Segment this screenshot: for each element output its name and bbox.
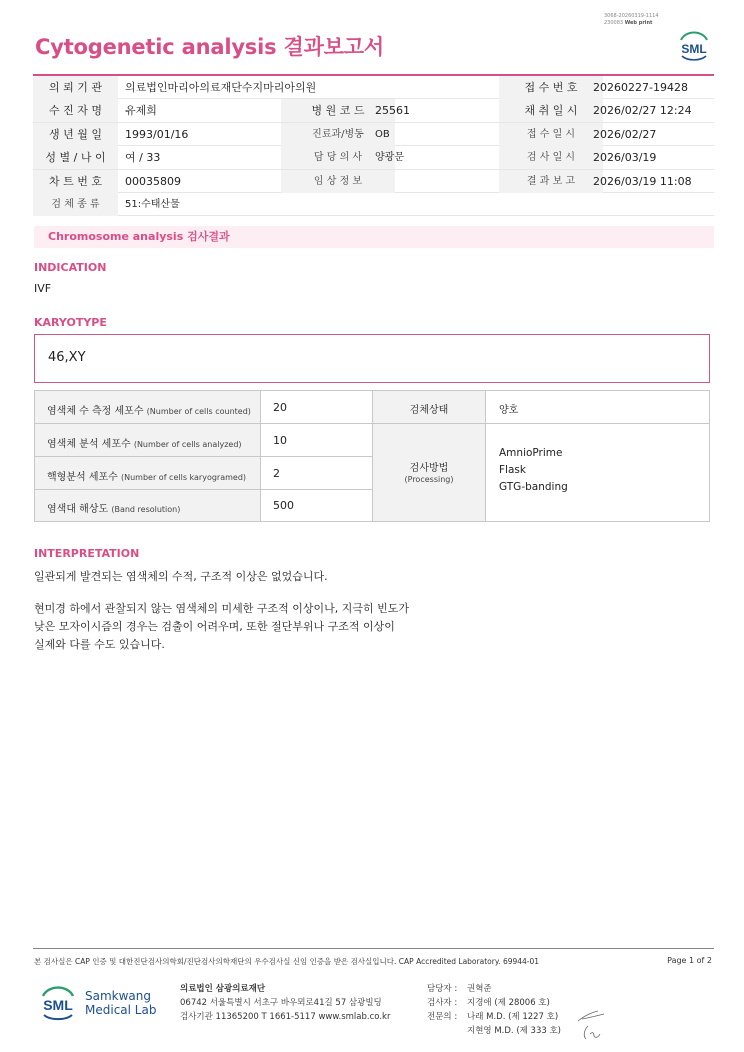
sml-logo-icon [676, 28, 712, 62]
info-row [33, 170, 714, 193]
hospital-code-value: 25561 [375, 104, 410, 118]
interpretation-paragraph [34, 600, 409, 654]
chart-label: 차 트 번 호 [33, 170, 118, 193]
doc-id-line1: 3068-20260319-1114 [604, 13, 659, 19]
interpretation-heading: INTERPRETATION [34, 547, 140, 560]
staff-role: 검사자 : [427, 998, 458, 1008]
doctor-label: 담 당 의 사 [281, 146, 395, 169]
info-row [33, 146, 714, 169]
method-sub: (Processing) [404, 475, 454, 484]
karyogramed-value-cell [261, 457, 373, 490]
signature-icon [576, 1008, 606, 1024]
receipt-no-label: 접 수 번 호 [499, 76, 603, 99]
counted-label-cell [35, 391, 261, 424]
interpretation-line1: 일관되게 발견되는 염색체의 수적, 구조적 이상은 없었습니다. [34, 570, 328, 583]
method-item: AmnioPrime [499, 447, 563, 459]
section-title: Chromosome analysis 검사결과 [48, 230, 230, 243]
signature-icon [580, 1024, 604, 1042]
info-row [33, 123, 714, 146]
method-item: GTG-banding [499, 481, 568, 493]
samkwang-logo-icon [37, 982, 79, 1022]
staff-role: 담당자 : [427, 984, 458, 994]
staff-name: 권혁준 [467, 984, 492, 994]
staff-name: 나래 M.D. (제 1227 호) [467, 1012, 559, 1022]
staff-role: 전문의 : [427, 1012, 458, 1022]
tested-value: 2026/03/19 [593, 151, 657, 165]
specimen-state-label-cell [373, 391, 486, 424]
specimen-state-value: 양호 [499, 405, 519, 416]
specimen-state-value-cell [486, 391, 709, 424]
requester-label: 의 뢰 기 관 [33, 76, 118, 99]
analyzed-value: 10 [273, 434, 287, 447]
method-value-cell [486, 424, 709, 521]
report-title: Cytogenetic analysis 결과보고서 [35, 35, 384, 59]
dept-value: OB [375, 128, 390, 140]
band-label: 염색대 해상도 [47, 504, 109, 515]
received-value: 2026/02/27 [593, 127, 657, 141]
method-label-cell [373, 424, 486, 521]
info-row [33, 76, 714, 99]
analyzed-label: 염색체 분석 세포수 [47, 439, 131, 450]
analyzed-label-cell [35, 424, 261, 457]
interpretation-line: 현미경 하에서 관찰되지 않는 염색체의 미세한 구조적 이상이나, 지극히 빈도가 [34, 602, 409, 615]
collected-label: 채 취 일 시 [499, 99, 603, 122]
analyzed-value-cell [261, 424, 373, 457]
cell-analysis-table [34, 390, 710, 522]
method-item: Flask [499, 464, 526, 476]
reported-label: 결 과 보 고 [499, 170, 603, 193]
karyogramed-sub: (Number of cells karyogramed) [121, 473, 247, 482]
patient-label: 수 진 자 명 [33, 99, 118, 122]
sex-age-value: 여 / 33 [125, 151, 161, 165]
staff-name: 지현영 M.D. (제 333 호) [467, 1026, 562, 1036]
dept-label: 진료과/병동 [281, 123, 395, 146]
karyogramed-label-cell [35, 457, 261, 490]
reported-value: 2026/03/19 11:08 [593, 174, 692, 188]
patient-value: 유제희 [125, 104, 157, 118]
counted-label: 염색체 수 측정 세포수 [47, 406, 144, 417]
info-row [33, 193, 714, 216]
page-number: Page 1 of 2 [667, 956, 712, 965]
doctor-value: 양광문 [375, 152, 404, 164]
counted-sub: (Number of cells counted) [146, 407, 251, 416]
specimen-value: 51:수태산물 [125, 198, 180, 210]
brand-name [85, 989, 156, 1017]
web-print-label: Web print [624, 20, 653, 26]
dob-value: 1993/01/16 [125, 127, 189, 141]
document-id [604, 13, 659, 27]
section-header [34, 226, 714, 248]
clinical-label: 임 상 정 보 [281, 170, 395, 193]
band-value-cell [261, 490, 373, 521]
analyzed-sub: (Number of cells analyzed) [133, 440, 242, 449]
contact: 검사기관 11365200 T 1661-5117 www.smlab.co.kr [180, 1012, 391, 1022]
band-label-cell [35, 490, 261, 521]
specimen-label: 검 체 종 류 [33, 193, 118, 216]
karyotype-box [34, 334, 710, 383]
tested-label: 검 사 일 시 [499, 146, 603, 169]
indication-heading: INDICATION [34, 261, 107, 274]
patient-info-table [33, 74, 714, 216]
sex-age-label: 성 별 / 나 이 [33, 146, 118, 169]
karyotype-heading: KARYOTYPE [34, 316, 107, 329]
chart-value: 00035809 [125, 174, 181, 188]
karyogramed-label: 핵형분석 세포수 [47, 472, 118, 483]
brand-line2: Medical Lab [85, 1003, 157, 1017]
collected-value: 2026/02/27 12:24 [593, 104, 692, 118]
counted-value: 20 [273, 401, 287, 414]
indication-value: IVF [34, 282, 52, 295]
org-name: 의료법인 삼광의료재단 [180, 984, 266, 994]
svg-text:SML: SML [681, 42, 707, 56]
hospital-code-label: 병 원 코 드 [281, 99, 395, 122]
method-label: 검사방법 [409, 463, 449, 474]
info-row [33, 99, 714, 122]
receipt-no-value: 20260227-19428 [593, 81, 688, 94]
received-label: 접 수 일 시 [499, 123, 603, 146]
footer-divider [33, 948, 714, 949]
doc-id-line2: 230083 [604, 20, 624, 26]
staff-name: 지경애 (제 28006 호) [467, 998, 550, 1008]
requester-value: 의료법인마리아의료재단수지마리아의원 [125, 81, 317, 94]
cap-note: 본 검사실은 CAP 인증 및 대한진단검사의학회/진단검사의학재단의 우수검사실 신임 인증을 받은 검사실입니다. CAP Accredited Laboratory. 69944-01 [34, 957, 540, 966]
dob-label: 생 년 월 일 [33, 123, 118, 146]
counted-value-cell [261, 391, 373, 424]
address: 06742 서울특별시 서초구 바우뫼로41길 57 삼광빌딩 [180, 998, 382, 1008]
karyotype-value: 46,XY [48, 350, 86, 365]
svg-text:SML: SML [43, 997, 73, 1013]
brand-line1: Samkwang [85, 989, 151, 1003]
interpretation-line: 실제와 다를 수도 있습니다. [34, 638, 165, 651]
specimen-state-label: 검체상태 [409, 405, 449, 416]
karyogramed-value: 2 [273, 467, 280, 480]
band-sub: (Band resolution) [111, 505, 181, 514]
band-value: 500 [273, 499, 294, 512]
interpretation-line: 낮은 모자이시즘의 경우는 검출이 어려우며, 또한 절단부위나 구조적 이상이 [34, 620, 395, 633]
